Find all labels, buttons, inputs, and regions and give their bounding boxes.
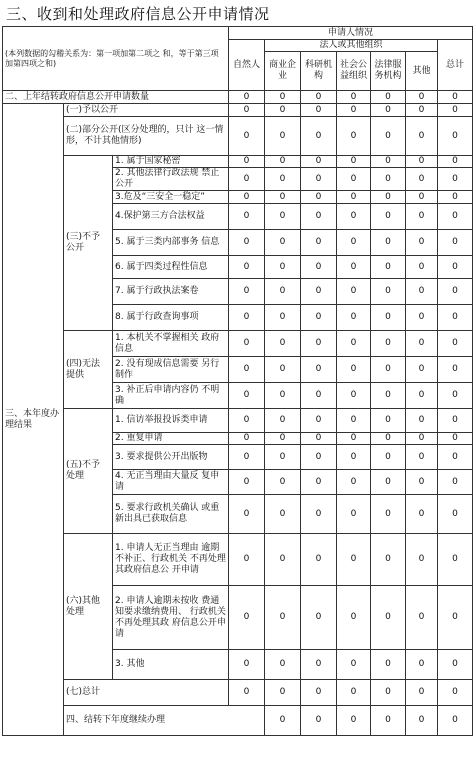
value-cell: 0 [265,495,301,534]
value-cell: 0 [301,279,337,305]
value-cell: 0 [371,534,406,586]
value-cell: 0 [229,91,265,104]
value-cell: 0 [371,91,406,104]
header-total: 总计 [438,40,473,91]
value-cell: 0 [406,168,438,191]
value-cell: 0 [301,534,337,586]
row-label: 2. 申请人逾期未按收 费通知要求缴纳费用、 行政机关不再处理其政 府信息公开申请 [113,586,229,650]
row-label: 2. 重复申请 [113,433,229,445]
value-cell: 0 [406,650,438,680]
value-cell: 0 [371,445,406,470]
row-label: 5. 属于三类内部事务 信息 [113,230,229,256]
value-cell: 0 [406,470,438,495]
value-cell: 0 [337,91,371,104]
value-cell: 0 [406,279,438,305]
row-label: 4.保护第三方合法权益 [113,204,229,230]
value-cell: 0 [406,191,438,204]
header-note: (本列数据的勾稽关系为：第一项加第二项之 和，等于第三项加第四项之和) [3,27,229,91]
value-cell: 0 [265,680,301,706]
value-cell: 0 [406,156,438,168]
value-cell: 0 [265,706,301,736]
value-cell: 0 [337,409,371,433]
value-cell: 0 [337,305,371,331]
value-cell: 0 [301,470,337,495]
value-cell: 0 [438,409,473,433]
group-label: (六)其他 处理 [64,534,113,680]
value-cell: 0 [371,279,406,305]
disclosure-table [2,26,473,736]
value-cell: 0 [371,650,406,680]
value-cell: 0 [438,279,473,305]
value-cell: 0 [337,680,371,706]
value-cell: 0 [337,168,371,191]
value-cell: 0 [229,117,265,156]
value-cell: 0 [371,230,406,256]
value-cell: 0 [229,650,265,680]
header-legal-service: 法律服务机构 [371,52,406,91]
value-cell: 0 [438,91,473,104]
value-cell: 0 [438,168,473,191]
value-cell: 0 [406,204,438,230]
value-cell: 0 [371,409,406,433]
value-cell: 0 [438,650,473,680]
value-cell: 0 [371,204,406,230]
value-cell: 0 [406,433,438,445]
value-cell: 0 [265,279,301,305]
value-cell: 0 [229,534,265,586]
value-cell: 0 [301,495,337,534]
value-cell: 0 [406,357,438,383]
row-label: 6. 属于四类过程性信息 [113,256,229,279]
value-cell: 0 [229,495,265,534]
header-social: 社会公益组织 [337,52,371,91]
row-label: 8. 属于行政查询事项 [113,305,229,331]
value-cell: 0 [265,230,301,256]
value-cell: 0 [371,191,406,204]
row-label: 7. 属于行政执法案卷 [113,279,229,305]
value-cell: 0 [438,433,473,445]
value-cell: 0 [438,104,473,117]
value-cell: 0 [265,357,301,383]
value-cell: 0 [438,495,473,534]
value-cell: 0 [371,706,406,736]
value-cell: 0 [265,204,301,230]
value-cell: 0 [301,445,337,470]
value-cell: 0 [337,230,371,256]
value-cell: 0 [371,383,406,409]
row-label: 3. 要求提供公开出版物 [113,445,229,470]
value-cell: 0 [265,534,301,586]
value-cell: 0 [229,168,265,191]
value-cell: 0 [265,256,301,279]
value-cell: 0 [229,357,265,383]
value-cell: 0 [406,706,438,736]
header-legal-group: 法人或其他组织 [265,40,438,52]
value-cell: 0 [229,586,265,650]
value-cell: 0 [229,680,265,706]
value-cell: 0 [229,470,265,495]
value-cell: 0 [337,104,371,117]
value-cell: 0 [229,445,265,470]
value-cell: 0 [301,409,337,433]
value-cell: 0 [301,256,337,279]
value-cell: 0 [337,495,371,534]
value-cell: 0 [265,445,301,470]
header-applicant: 申请人情况 [229,27,473,40]
row-label: 1. 本机关不掌握相关 政府信息 [113,331,229,357]
value-cell: 0 [229,204,265,230]
page-title: 三、收到和处理政府信息公开申请情况 [6,5,270,23]
value-cell: 0 [265,117,301,156]
value-cell: 0 [301,168,337,191]
value-cell: 0 [265,470,301,495]
value-cell: 0 [438,357,473,383]
value-cell: 0 [438,204,473,230]
value-cell: 0 [438,230,473,256]
value-cell: 0 [406,305,438,331]
value-cell: 0 [301,586,337,650]
header-research: 科研机构 [301,52,337,91]
row-label: (一)予以公开 [64,104,229,117]
value-cell: 0 [371,470,406,495]
value-cell: 0 [265,168,301,191]
value-cell: 0 [301,433,337,445]
value-cell: 0 [406,256,438,279]
row-label: 2. 其他法律行政法规 禁止公开 [113,168,229,191]
value-cell: 0 [265,331,301,357]
value-cell: 0 [229,230,265,256]
value-cell: 0 [337,331,371,357]
value-cell: 0 [337,470,371,495]
value-cell: 0 [438,156,473,168]
value-cell: 0 [438,706,473,736]
value-cell: 0 [406,117,438,156]
value-cell: 0 [337,445,371,470]
value-cell: 0 [229,191,265,204]
header-natural: 自然人 [229,40,265,91]
value-cell: 0 [406,331,438,357]
row-label: 1. 属于国家秘密 [113,156,229,168]
row-label: 四、结转下年度继续办理 [64,706,265,736]
value-cell: 0 [337,156,371,168]
value-cell: 0 [371,104,406,117]
value-cell: 0 [371,433,406,445]
value-cell: 0 [301,117,337,156]
value-cell: 0 [438,470,473,495]
value-cell: 0 [265,156,301,168]
value-cell: 0 [301,230,337,256]
value-cell: 0 [406,534,438,586]
value-cell: 0 [371,586,406,650]
value-cell: 0 [438,305,473,331]
value-cell: 0 [371,357,406,383]
header-other: 其他 [406,52,438,91]
value-cell: 0 [301,104,337,117]
value-cell: 0 [438,586,473,650]
value-cell: 0 [438,117,473,156]
value-cell: 0 [301,305,337,331]
value-cell: 0 [406,680,438,706]
value-cell: 0 [337,204,371,230]
section-results-label: 三、本年度办理结果 [3,104,64,736]
value-cell: 0 [229,156,265,168]
value-cell: 0 [229,331,265,357]
value-cell: 0 [371,117,406,156]
value-cell: 0 [406,104,438,117]
value-cell: 0 [301,156,337,168]
value-cell: 0 [371,495,406,534]
value-cell: 0 [337,191,371,204]
value-cell: 0 [406,409,438,433]
value-cell: 0 [301,680,337,706]
value-cell: 0 [229,409,265,433]
value-cell: 0 [229,383,265,409]
value-cell: 0 [229,433,265,445]
value-cell: 0 [337,383,371,409]
value-cell: 0 [337,357,371,383]
value-cell: 0 [406,445,438,470]
value-cell: 0 [438,256,473,279]
value-cell: 0 [371,156,406,168]
value-cell: 0 [337,279,371,305]
value-cell: 0 [301,357,337,383]
value-cell: 0 [406,383,438,409]
value-cell: 0 [337,706,371,736]
value-cell: 0 [438,383,473,409]
row-label: 1. 信访举报投诉类申请 [113,409,229,433]
row-label: 3. 其他 [113,650,229,680]
value-cell: 0 [371,680,406,706]
value-cell: 0 [265,409,301,433]
row-label: 3. 补正后申请内容仍 不明确 [113,383,229,409]
group-label: (四)无法 提供 [64,331,113,409]
value-cell: 0 [301,706,337,736]
value-cell: 0 [438,331,473,357]
value-cell: 0 [301,204,337,230]
value-cell: 0 [371,256,406,279]
value-cell: 0 [371,305,406,331]
row-label: 4. 无正当理由大量反 复申请 [113,470,229,495]
value-cell: 0 [406,91,438,104]
value-cell: 0 [371,331,406,357]
row-label: 3.危及“三安全一稳定” [113,191,229,204]
value-cell: 0 [337,256,371,279]
row-label: 5. 要求行政机关确认 或重新出具已获取信息 [113,495,229,534]
value-cell: 0 [229,279,265,305]
value-cell: 0 [337,586,371,650]
value-cell: 0 [337,433,371,445]
value-cell: 0 [337,534,371,586]
group-label: (五)不予 处理 [64,409,113,534]
value-cell: 0 [438,680,473,706]
group-label: (三)不予 公开 [64,156,113,331]
value-cell: 0 [406,230,438,256]
value-cell: 0 [337,650,371,680]
value-cell: 0 [301,91,337,104]
value-cell: 0 [229,305,265,331]
row-label: 二、上年结转政府信息公开申请数量 [3,91,229,104]
value-cell: 0 [438,534,473,586]
value-cell: 0 [265,433,301,445]
row-label: 2. 没有现成信息需要 另行制作 [113,357,229,383]
value-cell: 0 [371,168,406,191]
value-cell: 0 [265,650,301,680]
value-cell: 0 [406,495,438,534]
value-cell: 0 [229,256,265,279]
value-cell: 0 [265,383,301,409]
value-cell: 0 [301,650,337,680]
value-cell: 0 [301,383,337,409]
value-cell: 0 [337,117,371,156]
value-cell: 0 [265,91,301,104]
row-label: (七)总计 [64,680,229,706]
value-cell: 0 [265,586,301,650]
value-cell: 0 [438,445,473,470]
header-commercial: 商业企业 [265,52,301,91]
value-cell: 0 [406,586,438,650]
row-label: 1. 申请人无正当理由 逾期不补正、行政机关 不再处理其政府信息公 开申请 [113,534,229,586]
value-cell: 0 [301,191,337,204]
value-cell: 0 [438,191,473,204]
value-cell: 0 [301,331,337,357]
row-label: (二)部分公开(区分处理的，只计 这一情形，不计其他情形) [64,117,229,156]
value-cell: 0 [265,104,301,117]
value-cell: 0 [229,104,265,117]
value-cell: 0 [265,305,301,331]
value-cell: 0 [265,191,301,204]
